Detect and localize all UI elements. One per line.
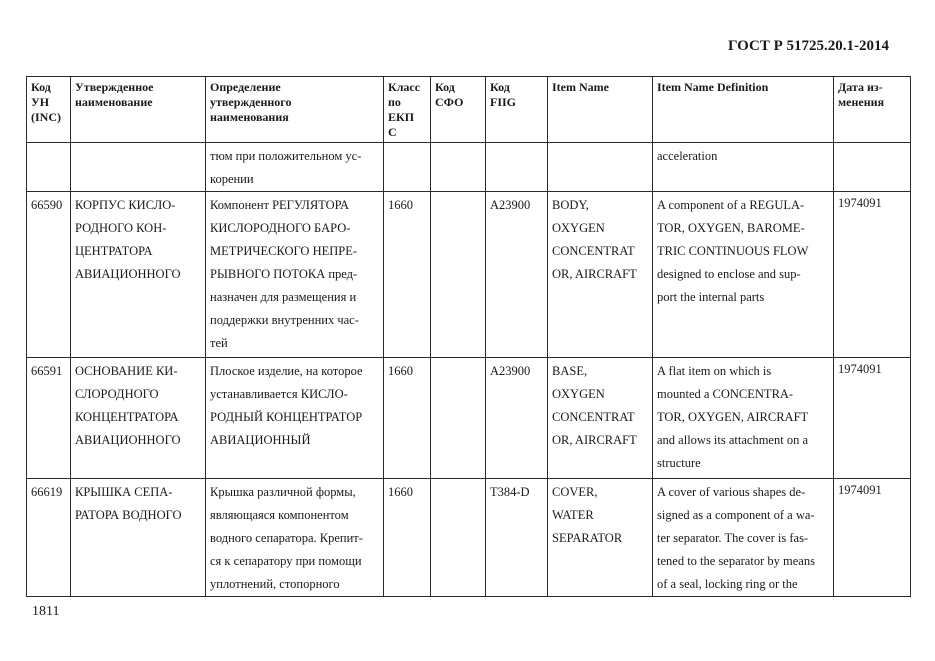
definition-ru-cell: Крышка различной формы, являющаяся компонентом водного сепаратора. Крепит- ся к сепаратору при помощи уплотнений, стопорного [206,479,384,597]
class-cell: 1660 [384,358,431,479]
document-header: ГОСТ Р 51725.20.1-2014 [727,38,889,54]
fiig-cell: T384-D [486,479,548,597]
sfo-cell [431,479,486,597]
definition-ru-cell: тюм при положительном ус- корении [206,143,384,192]
column-header: Класс по ЕКП С [384,77,431,143]
sfo-cell [431,192,486,358]
name-en-cell [548,143,653,192]
column-header: Утвержденное наименование [71,77,206,143]
table-row-continuation [27,143,911,192]
name-ru-cell [71,143,206,192]
table-row [27,192,911,358]
definition-en-cell: A flat item on which is mounted a CONCENTRA- TOR, OXYGEN, AIRCRAFT and allows its attachment on a structure [653,358,834,479]
column-header: Код УН (INC) [27,77,71,143]
definition-en-cell: A component of a REGULA- TOR, OXYGEN, BAROME- TRIC CONTINUOUS FLOW designed to enclose and sup- port the internal parts [653,192,834,358]
class-cell: 1660 [384,479,431,597]
class-cell: 1660 [384,192,431,358]
name-en-cell: BODY, OXYGEN CONCENTRAT OR, AIRCRAFT [548,192,653,358]
table-header-row [27,77,911,143]
inc-cell: 66591 [27,358,71,479]
fiig-cell: A23900 [486,358,548,479]
name-ru-cell: ОСНОВАНИЕ КИ- СЛОРОДНОГО КОНЦЕНТРАТОРА АВИАЦИОННОГО [71,358,206,479]
column-header: Код FIIG [486,77,548,143]
date-cell: 1974091 [834,479,911,597]
date-cell: 1974091 [834,358,911,479]
sfo-cell [431,143,486,192]
class-cell [384,143,431,192]
definition-en-cell: A cover of various shapes de- signed as a component of a wa- ter separator. The cover is fas- tened to the separator by means of a seal, locking ring or the [653,479,834,597]
page-number: 1811 [32,604,60,619]
name-en-cell: BASE, OXYGEN CONCENTRAT OR, AIRCRAFT [548,358,653,479]
table-row [27,358,911,479]
definition-en-cell: acceleration [653,143,834,192]
inc-cell: 66590 [27,192,71,358]
name-en-cell: COVER, WATER SEPARATOR [548,479,653,597]
name-ru-cell: КОРПУС КИСЛО- РОДНОГО КОН- ЦЕНТРАТОРА АВИАЦИОННОГО [71,192,206,358]
classification-table [26,76,911,597]
name-ru-cell: КРЫШКА СЕПА- РАТОРА ВОДНОГО [71,479,206,597]
definition-ru-cell: Плоское изделие, на которое устанавливается КИСЛО- РОДНЫЙ КОНЦЕНТРАТОР АВИАЦИОННЫЙ [206,358,384,479]
column-header: Код СФО [431,77,486,143]
inc-cell [27,143,71,192]
column-header: Дата из- менения [834,77,911,143]
column-header: Item Name [548,77,653,143]
date-cell [834,143,911,192]
inc-cell: 66619 [27,479,71,597]
sfo-cell [431,358,486,479]
date-cell: 1974091 [834,192,911,358]
definition-ru-cell: Компонент РЕГУЛЯТОРА КИСЛОРОДНОГО БАРО- МЕТРИЧЕСКОГО НЕПРЕ- РЫВНОГО ПОТОКА пред- назначен для размещения и поддержки внутренних час- тей [206,192,384,358]
column-header: Определение утвержденного наименования [206,77,384,143]
column-header: Item Name Definition [653,77,834,143]
table-row [27,479,911,597]
fiig-cell [486,143,548,192]
fiig-cell: A23900 [486,192,548,358]
